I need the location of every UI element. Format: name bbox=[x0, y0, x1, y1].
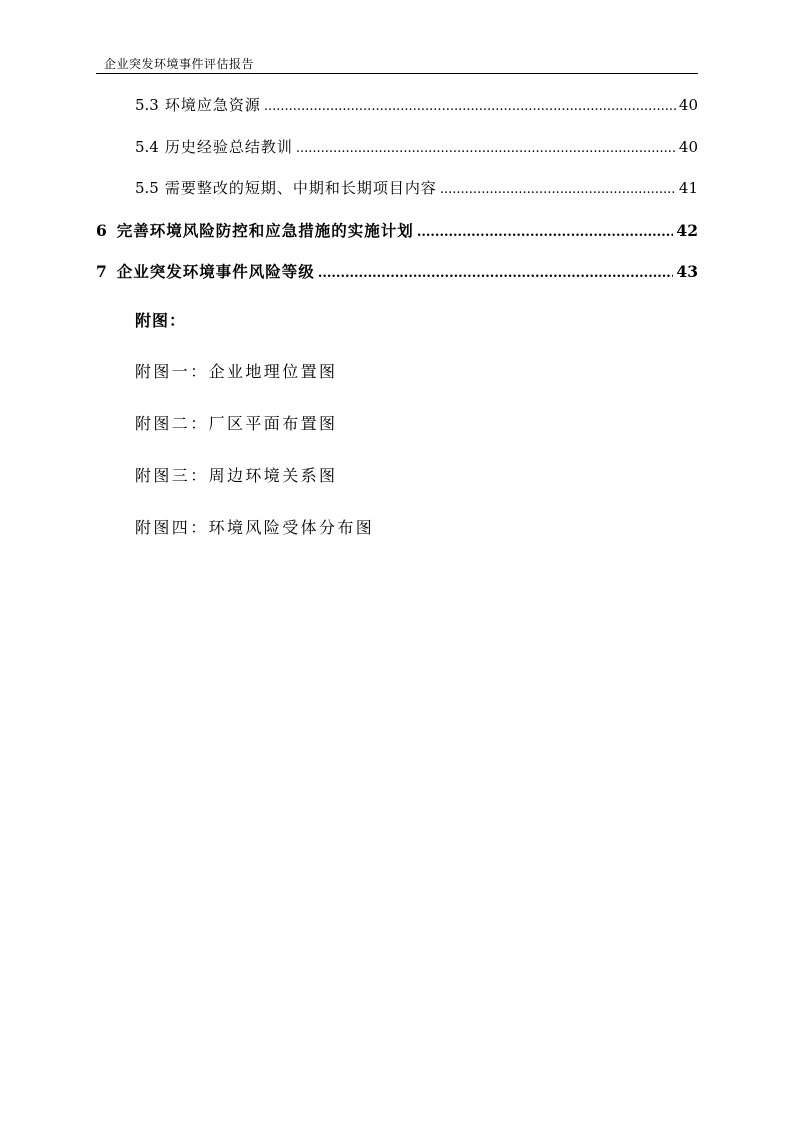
toc-page-number: 41 bbox=[678, 179, 698, 197]
toc-page-number: 43 bbox=[676, 262, 698, 281]
toc-page-number: 40 bbox=[678, 96, 698, 114]
appendix-item-2: 附图二：厂区平面布置图 bbox=[135, 414, 338, 433]
toc-number: 7 bbox=[96, 262, 107, 281]
appendix-item-3: 附图三：周边环境关系图 bbox=[135, 466, 338, 485]
toc-number: 5.3 bbox=[135, 96, 159, 114]
toc-number: 5.5 bbox=[135, 179, 159, 197]
toc-page-number: 40 bbox=[678, 138, 698, 156]
toc-title: 历史经验总结教训 bbox=[164, 138, 293, 156]
toc-entry-5-5[interactable] bbox=[135, 177, 698, 198]
toc-number: 5.4 bbox=[135, 138, 159, 156]
appendix-heading: 附图： bbox=[135, 311, 187, 330]
toc-title: 企业突发环境事件风险等级 bbox=[116, 262, 315, 281]
appendix-item-1: 附图一：企业地理位置图 bbox=[135, 362, 338, 381]
toc-title: 需要整改的短期、中期和长期项目内容 bbox=[164, 179, 437, 197]
toc-entry-5-3[interactable] bbox=[135, 94, 698, 115]
toc-title: 完善环境风险防控和应急措施的实施计划 bbox=[116, 221, 414, 240]
toc-entry-5-4[interactable] bbox=[135, 136, 698, 157]
toc-title: 环境应急资源 bbox=[164, 96, 261, 114]
appendix-item-4: 附图四：环境风险受体分布图 bbox=[135, 518, 375, 537]
toc-page-number: 42 bbox=[676, 221, 698, 240]
toc-entry-6[interactable] bbox=[96, 219, 698, 241]
toc-leader-dots bbox=[440, 183, 676, 196]
toc-entry-7[interactable] bbox=[96, 260, 698, 282]
page-header bbox=[96, 56, 698, 74]
toc-leader-dots bbox=[318, 267, 674, 280]
header-title: 企业突发环境事件评估报告 bbox=[104, 57, 255, 71]
toc-leader-dots bbox=[417, 226, 674, 239]
toc-leader-dots bbox=[264, 100, 676, 113]
toc-leader-dots bbox=[296, 142, 676, 155]
toc-number: 6 bbox=[96, 221, 107, 240]
